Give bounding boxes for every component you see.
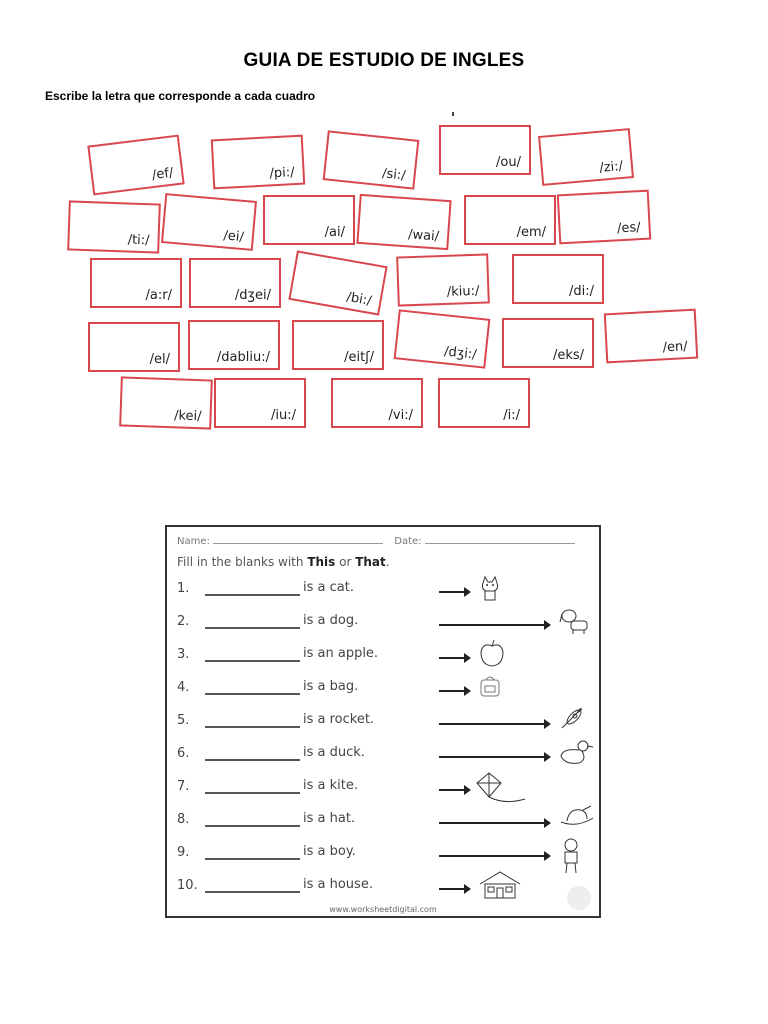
item-number: 7. xyxy=(177,779,190,794)
arrow-icon xyxy=(439,756,549,758)
item-number: 9. xyxy=(177,845,190,860)
item-sentence: is a house. xyxy=(303,877,373,892)
answer-blank[interactable] xyxy=(205,891,300,893)
answer-blank[interactable] xyxy=(205,792,300,794)
item-sentence: is a hat. xyxy=(303,811,356,826)
page-title: GUIA DE ESTUDIO DE INGLES xyxy=(243,50,525,71)
date-line xyxy=(425,535,575,544)
worksheet-footer: www.worksheetdigital.com xyxy=(329,905,437,914)
arrow-icon xyxy=(439,690,469,692)
phonetic-card xyxy=(439,125,531,175)
item-number: 1. xyxy=(177,581,190,596)
arrow-icon xyxy=(439,591,469,593)
phonetic-label: /si:/ xyxy=(381,166,407,184)
phonetic-card xyxy=(331,378,423,428)
word-this: This xyxy=(307,555,336,569)
worksheet-row xyxy=(177,674,597,704)
phonetic-card xyxy=(604,309,698,364)
item-sentence: is a duck. xyxy=(303,745,365,760)
worksheet-row xyxy=(177,872,597,902)
phonetic-card xyxy=(87,135,184,196)
phonetic-card xyxy=(188,320,280,370)
item-number: 4. xyxy=(177,680,190,695)
arrow-icon xyxy=(439,888,469,890)
worksheet-header xyxy=(177,535,593,547)
phonetic-label: /dabliu:/ xyxy=(216,350,270,365)
phonetic-card xyxy=(67,200,161,253)
phonetic-card xyxy=(90,258,182,308)
phonetic-card xyxy=(189,258,281,308)
phonetic-label: /es/ xyxy=(616,220,641,237)
phonetic-label: /wai/ xyxy=(407,227,440,245)
item-sentence: is a kite. xyxy=(303,778,358,793)
phonetic-label: /el/ xyxy=(149,352,170,367)
phonetic-card xyxy=(538,128,634,186)
phonetic-label: /iu:/ xyxy=(271,408,296,423)
instruction-prefix: Fill in the blanks with xyxy=(177,555,308,569)
phonetic-card xyxy=(88,322,180,372)
date-label: Date: xyxy=(394,536,422,547)
phonetic-label: /ei/ xyxy=(222,228,245,246)
arrow-icon xyxy=(439,624,549,626)
phonetic-label: /eks/ xyxy=(552,348,584,363)
item-number: 3. xyxy=(177,647,190,662)
phonetic-label: /pi:/ xyxy=(269,165,295,182)
phonetic-card xyxy=(119,376,213,429)
phonetic-card xyxy=(356,194,451,250)
answer-blank[interactable] xyxy=(205,825,300,827)
item-number: 5. xyxy=(177,713,190,728)
phonetic-label: /i:/ xyxy=(503,408,520,423)
arrow-icon xyxy=(439,822,549,824)
phonetic-card xyxy=(557,190,651,245)
phonetic-label: /di:/ xyxy=(568,284,594,299)
item-number: 6. xyxy=(177,746,190,761)
phonetic-label: /kiu:/ xyxy=(446,283,480,300)
worksheet-row xyxy=(177,641,597,671)
phonetic-card xyxy=(211,135,305,190)
phonetic-label: /ti:/ xyxy=(127,232,150,249)
word-or: or xyxy=(335,555,356,569)
worksheet xyxy=(165,525,601,918)
arrow-icon xyxy=(439,657,469,659)
phonetic-label: /dʒei/ xyxy=(234,288,271,303)
phonetic-label: /kei/ xyxy=(173,408,202,425)
phonetic-card xyxy=(288,250,387,315)
phonetic-label: /a:r/ xyxy=(145,288,172,303)
answer-blank[interactable] xyxy=(205,858,300,860)
phonetic-card xyxy=(502,318,594,368)
worksheet-row xyxy=(177,608,597,638)
item-sentence: is a dog. xyxy=(303,613,359,628)
worksheet-row xyxy=(177,806,597,836)
phonetic-card xyxy=(438,378,530,428)
arrow-icon xyxy=(439,789,469,791)
item-sentence: is a cat. xyxy=(303,580,354,595)
phonetic-card xyxy=(396,253,490,306)
worksheet-row xyxy=(177,575,597,605)
phonetic-label: /en/ xyxy=(662,339,688,356)
answer-blank[interactable] xyxy=(205,594,300,596)
phonetic-label: /eitʃ/ xyxy=(344,350,374,365)
item-number: 10. xyxy=(177,878,198,893)
phonetic-label: /em/ xyxy=(516,225,546,240)
item-sentence: is a bag. xyxy=(303,679,359,694)
worksheet-instruction: Fill in the blanks with This or That. xyxy=(177,555,390,569)
phonetic-label: /dʒi:/ xyxy=(443,344,478,363)
answer-blank[interactable] xyxy=(205,660,300,662)
arrow-icon xyxy=(439,723,549,725)
item-number: 2. xyxy=(177,614,190,629)
phonetic-card xyxy=(214,378,306,428)
answer-blank[interactable] xyxy=(205,759,300,761)
stray-mark xyxy=(452,112,454,116)
phonetic-label: /ai/ xyxy=(324,225,345,240)
word-that: That xyxy=(355,555,386,569)
arrow-icon xyxy=(439,855,549,857)
phonetic-label: /ef/ xyxy=(151,165,175,184)
name-line xyxy=(213,535,383,544)
worksheet-row xyxy=(177,839,597,869)
answer-blank[interactable] xyxy=(205,726,300,728)
phonetic-card xyxy=(161,193,257,251)
instruction-text: Escribe la letra que corresponde a cada cuadro xyxy=(45,89,316,103)
worksheet-row xyxy=(177,707,597,737)
phonetic-label: /zi:/ xyxy=(598,158,624,176)
item-sentence: is a boy. xyxy=(303,844,356,859)
name-label: Name: xyxy=(177,536,210,547)
item-number: 8. xyxy=(177,812,190,827)
worksheet-row xyxy=(177,773,597,803)
phonetic-cards-area xyxy=(0,0,768,450)
item-sentence: is a rocket. xyxy=(303,712,375,727)
logo-icon xyxy=(567,886,591,910)
phonetic-label: /ou/ xyxy=(496,155,521,170)
worksheet-row xyxy=(177,740,597,770)
phonetic-card xyxy=(464,195,556,245)
answer-blank[interactable] xyxy=(205,627,300,629)
phonetic-card xyxy=(263,195,355,245)
phonetic-label: /vi:/ xyxy=(388,408,413,423)
phonetic-card xyxy=(512,254,604,304)
phonetic-card xyxy=(394,309,491,368)
item-sentence: is an apple. xyxy=(303,646,379,661)
phonetic-card xyxy=(323,130,420,189)
answer-blank[interactable] xyxy=(205,693,300,695)
phonetic-card xyxy=(292,320,384,370)
phonetic-label: /bi:/ xyxy=(345,289,373,309)
